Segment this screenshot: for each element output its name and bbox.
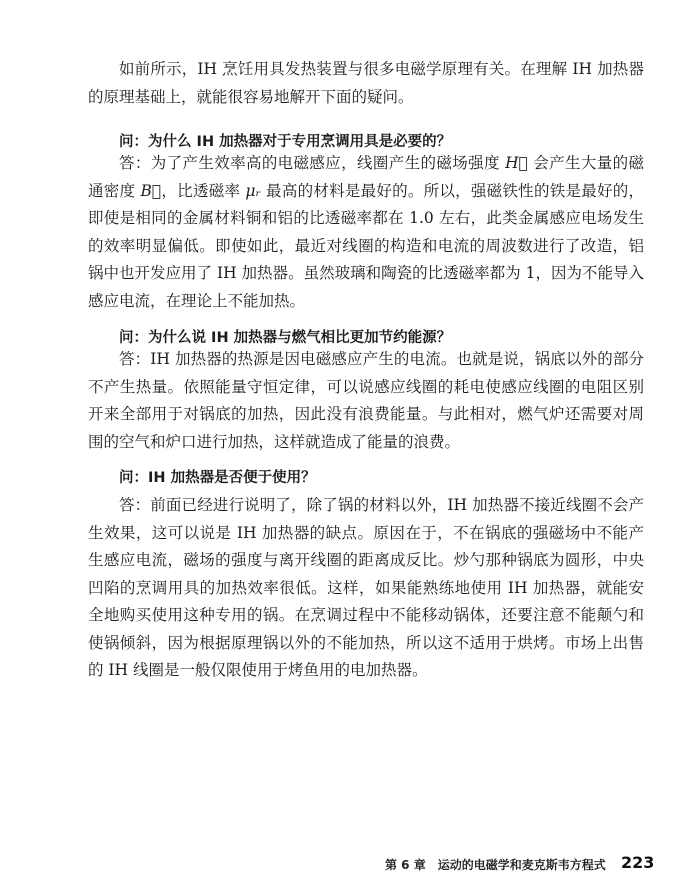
answer-2-paragraph: 答：IH 加热器的热源是因电磁感应产生的电流。也就是说，锅底以外的部分不产生热量。依照能量守恒定律，可以说感应线圈的耗电使感应线圈的电阻区别开来全部用于对锅底的加热，因此没有浪费能量。与此相对，燃气炉还需要对周围的空气和炉口进行加热，这样就造成了能量的浪费。 [88, 350, 644, 451]
page-footer [0, 853, 681, 877]
flux-density-symbol: B⃗ [140, 181, 162, 200]
magnetic-field-symbol: H⃗ [505, 154, 528, 172]
answer-1-text-b: 会产生大量的磁通密度 [88, 154, 644, 200]
question-1-heading: 问：为什么 IH 加热器对于专用烹调用具是必要的？ [119, 134, 452, 150]
relative-permeability-symbol: μᵣ [245, 181, 261, 200]
question-3-heading: 问：IH 加热器是否便于使用？ [119, 470, 316, 486]
intro-paragraph: 如前所示，IH 烹饪用具发热装置与很多电磁学原理有关。在理解 IH 加热器的原理基础上，就能很容易地解开下面的疑问。 [88, 60, 644, 106]
answer-3-paragraph: 答：前面已经进行说明了，除了锅的材料以外，IH 加热器不接近线圈不会产生效果，这可以说是 IH 加热器的缺点。原因在于，不在锅底的强磁场中不能产生感应电流，磁场的强度与离开线圈的距离成反比。炒勺那种锅底为圆形，中央凹陷的烹调用具的加热效率很低。这样，如果能熟练地使用 IH 加热器，就能安全地购买使用这种专用的锅。在烹调过程中不能移动锅体，还要注意不能颠勺和使锅倾斜，因为根据原理锅以外的不能加热，所以这不适用于烘烤。市场上出售的 IH 线圈是一般仅限使用于烤鱼用的电加热器。 [88, 496, 644, 679]
answer-1-text-d: 最高的材料是最好的。所以，强磁铁性的铁是最好的，即使是相同的金属材料铜和铝的比透磁率都在 1.0 左右，此类金属感应电场发生的效率明显偏低。即使如此，最近对线圈的构造和电流的周波数进行了改造，铝锅中也开发应用了 IH 加热器。虽然玻璃和陶瓷的比透磁率都为 1，因为不能导入感应电流，在理论上不能加热。 [88, 181, 644, 310]
page-number: 223 [621, 853, 655, 872]
answer-1-text-c: ，比透磁率 [161, 181, 246, 200]
answer-1-text-a: 答：为了产生效率高的电磁感应，线圈产生的磁场强度 [119, 154, 506, 172]
answer-1-paragraph [88, 150, 644, 315]
chapter-title: 第 6 章 运动的电磁学和麦克斯韦方程式 [385, 858, 606, 872]
question-2-heading: 问：为什么说 IH 加热器与燃气相比更加节约能源？ [119, 330, 452, 346]
